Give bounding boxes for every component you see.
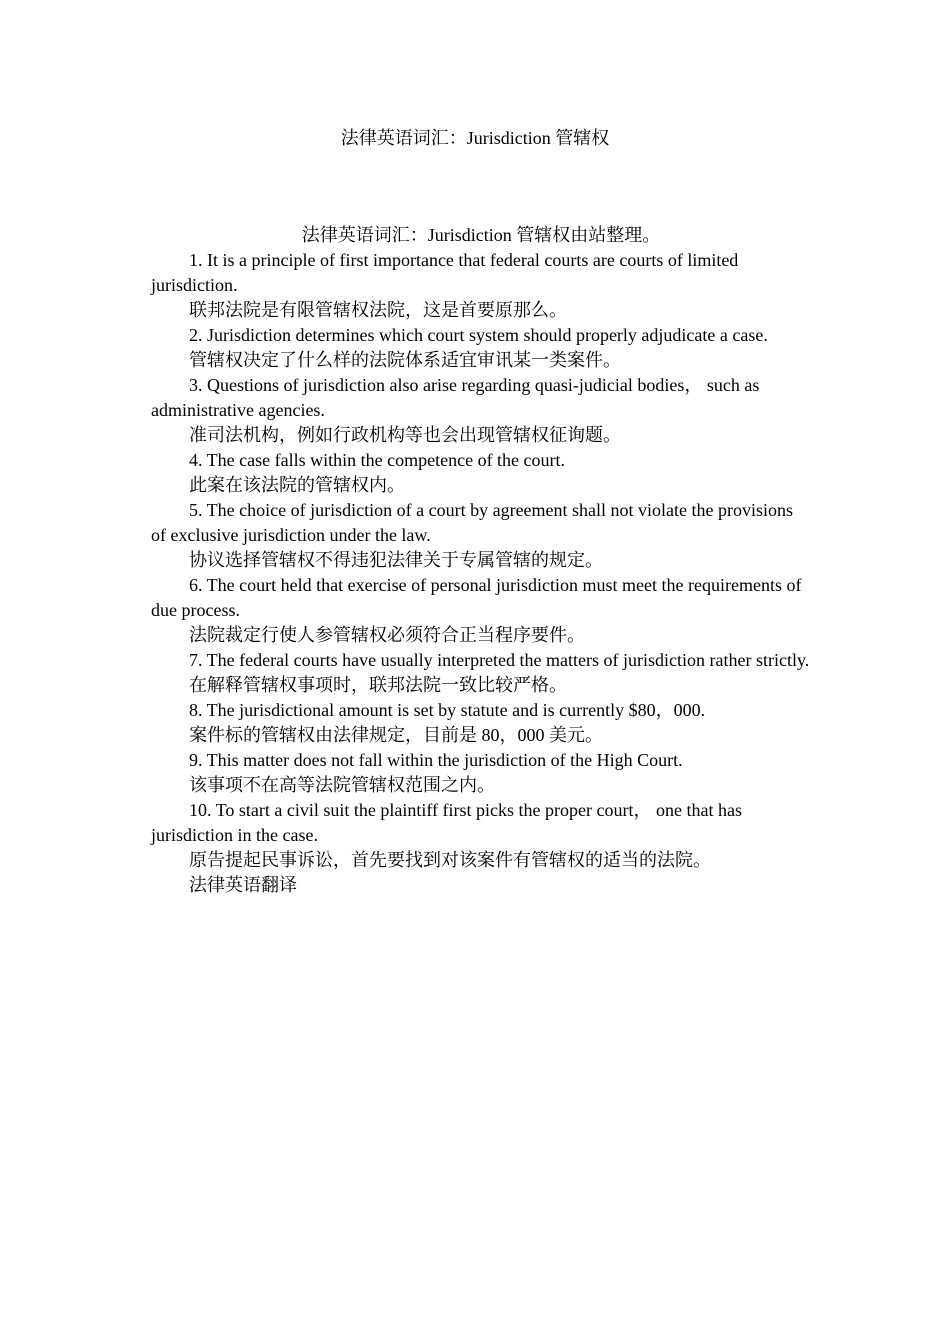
paragraph: 联邦法院是有限管辖权法院，这是首要原那么。 [189,300,567,320]
paragraph: 8. The jurisdictional amount is set by statute and is currently $80，000. [189,700,706,720]
paragraph: 协议选择管辖权不得违犯法律关于专属管辖的规定。 [189,550,603,570]
paragraph: 2. Jurisdiction determines which court system should properly adjudicate a case. [189,325,768,345]
paragraph: 此案在该法院的管辖权内。 [189,475,405,495]
intro-line: 法律英语词汇：Jurisdiction 管辖权由站整理。 [301,225,661,245]
document-body [151,223,811,898]
paragraph: 法律英语翻译 [189,875,297,895]
paragraph: 1. It is a principle of first importance that federal courts are courts of limited jurisdiction. [151,250,739,295]
paragraph: 3. Questions of jurisdiction also arise regarding quasi-judicial bodies， such as administrative agencies. [151,375,760,420]
paragraph: 在解释管辖权事项时，联邦法院一致比较严格。 [189,675,567,695]
paragraph: 4. The case falls within the competence of the court. [189,450,566,470]
paragraph: 管辖权决定了什么样的法院体系适宜审讯某一类案件。 [189,350,621,370]
paragraph: 10. To start a civil suit the plaintiff first picks the proper court， one that has jurisdiction in the case. [151,800,742,845]
paragraph: 原告提起民事诉讼，首先要找到对该案件有管辖权的适当的法院。 [189,850,711,870]
paragraph: 5. The choice of jurisdiction of a court by agreement shall not violate the provisions of exclusive jurisdiction under the law. [151,500,794,545]
document-title: 法律英语词汇：Jurisdiction 管辖权 [340,128,610,148]
paragraph: 该事项不在高等法院管辖权范围之内。 [189,775,495,795]
paragraph: 7. The federal courts have usually interpreted the matters of jurisdiction rather strictly. [189,650,810,670]
paragraph: 准司法机构，例如行政机构等也会出现管辖权征询题。 [189,425,621,445]
paragraph: 案件标的管辖权由法律规定，目前是 80，000 美元。 [189,725,603,745]
paragraph: 9. This matter does not fall within the jurisdiction of the High Court. [189,750,683,770]
paragraph: 6. The court held that exercise of personal jurisdiction must meet the requirements of due process. [151,575,802,620]
paragraph: 法院裁定行使人参管辖权必须符合正当程序要件。 [189,625,585,645]
